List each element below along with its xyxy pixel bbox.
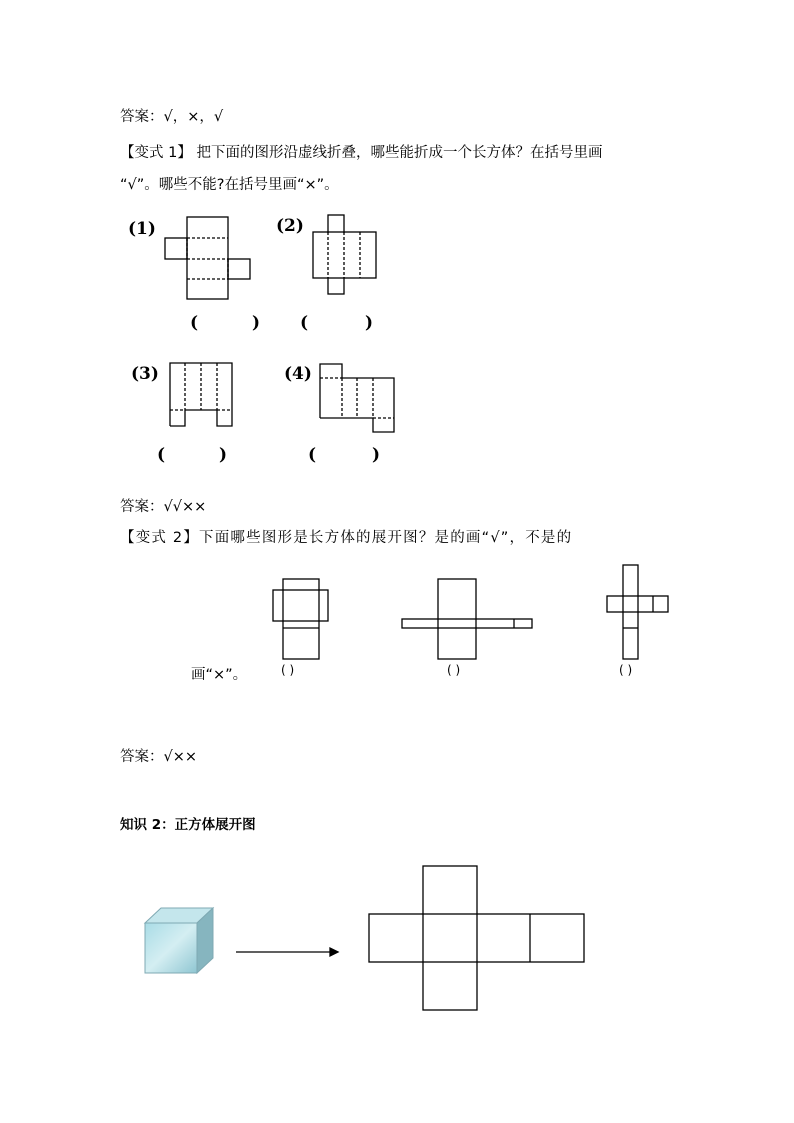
net-figure-2 xyxy=(313,215,376,294)
answer-blank-1-close: ) xyxy=(252,313,261,333)
net-figure-4 xyxy=(320,364,394,432)
cube-icon xyxy=(145,908,213,973)
net-figure-c xyxy=(607,565,668,659)
answer-blank-2-open: ( xyxy=(300,313,309,333)
cube-net xyxy=(369,866,584,1010)
net-figure-b xyxy=(402,579,532,659)
answer-blank-4-close: ) xyxy=(372,445,381,465)
answer-blank-4-open: ( xyxy=(308,445,317,465)
answer-blank-c: ( ) xyxy=(619,663,633,677)
answer-blank-1-open: ( xyxy=(190,313,199,333)
arrow-icon xyxy=(236,948,338,956)
answer-blank-b: ( ) xyxy=(447,663,461,677)
figure-label-2: (2) xyxy=(276,216,304,236)
net-figure-a xyxy=(273,579,328,659)
variant-2-question-line2: 画“×”。 xyxy=(191,667,248,683)
answer-blank-2-close: ) xyxy=(365,313,374,333)
answer-1: 答案：√，×，√ xyxy=(120,109,224,125)
variant-1-question-line1: 【变式 1】 把下面的图形沿虚线折叠，哪些能折成一个长方体？在括号里画 xyxy=(120,145,603,161)
net-figure-1 xyxy=(165,217,250,299)
answer-blank-3-open: ( xyxy=(157,445,166,465)
variant-2-question-line1: 【变式 2】下面哪些图形是长方体的展开图？是的画“√”，不是的 xyxy=(120,530,573,546)
answer-blank-a: ( ) xyxy=(281,663,295,677)
figure-label-3: (3) xyxy=(131,364,159,384)
answer-2: 答案：√√×× xyxy=(120,499,207,515)
answer-3: 答案：√×× xyxy=(120,749,198,765)
figure-label-1: (1) xyxy=(128,219,156,239)
answer-blank-3-close: ) xyxy=(219,445,228,465)
net-figure-3 xyxy=(170,363,232,426)
figure-label-4: (4) xyxy=(284,364,312,384)
knowledge-2-title: 知识 2：正方体展开图 xyxy=(120,817,256,833)
variant-1-question-line2: “√”。哪些不能?在括号里画“×”。 xyxy=(120,177,339,193)
